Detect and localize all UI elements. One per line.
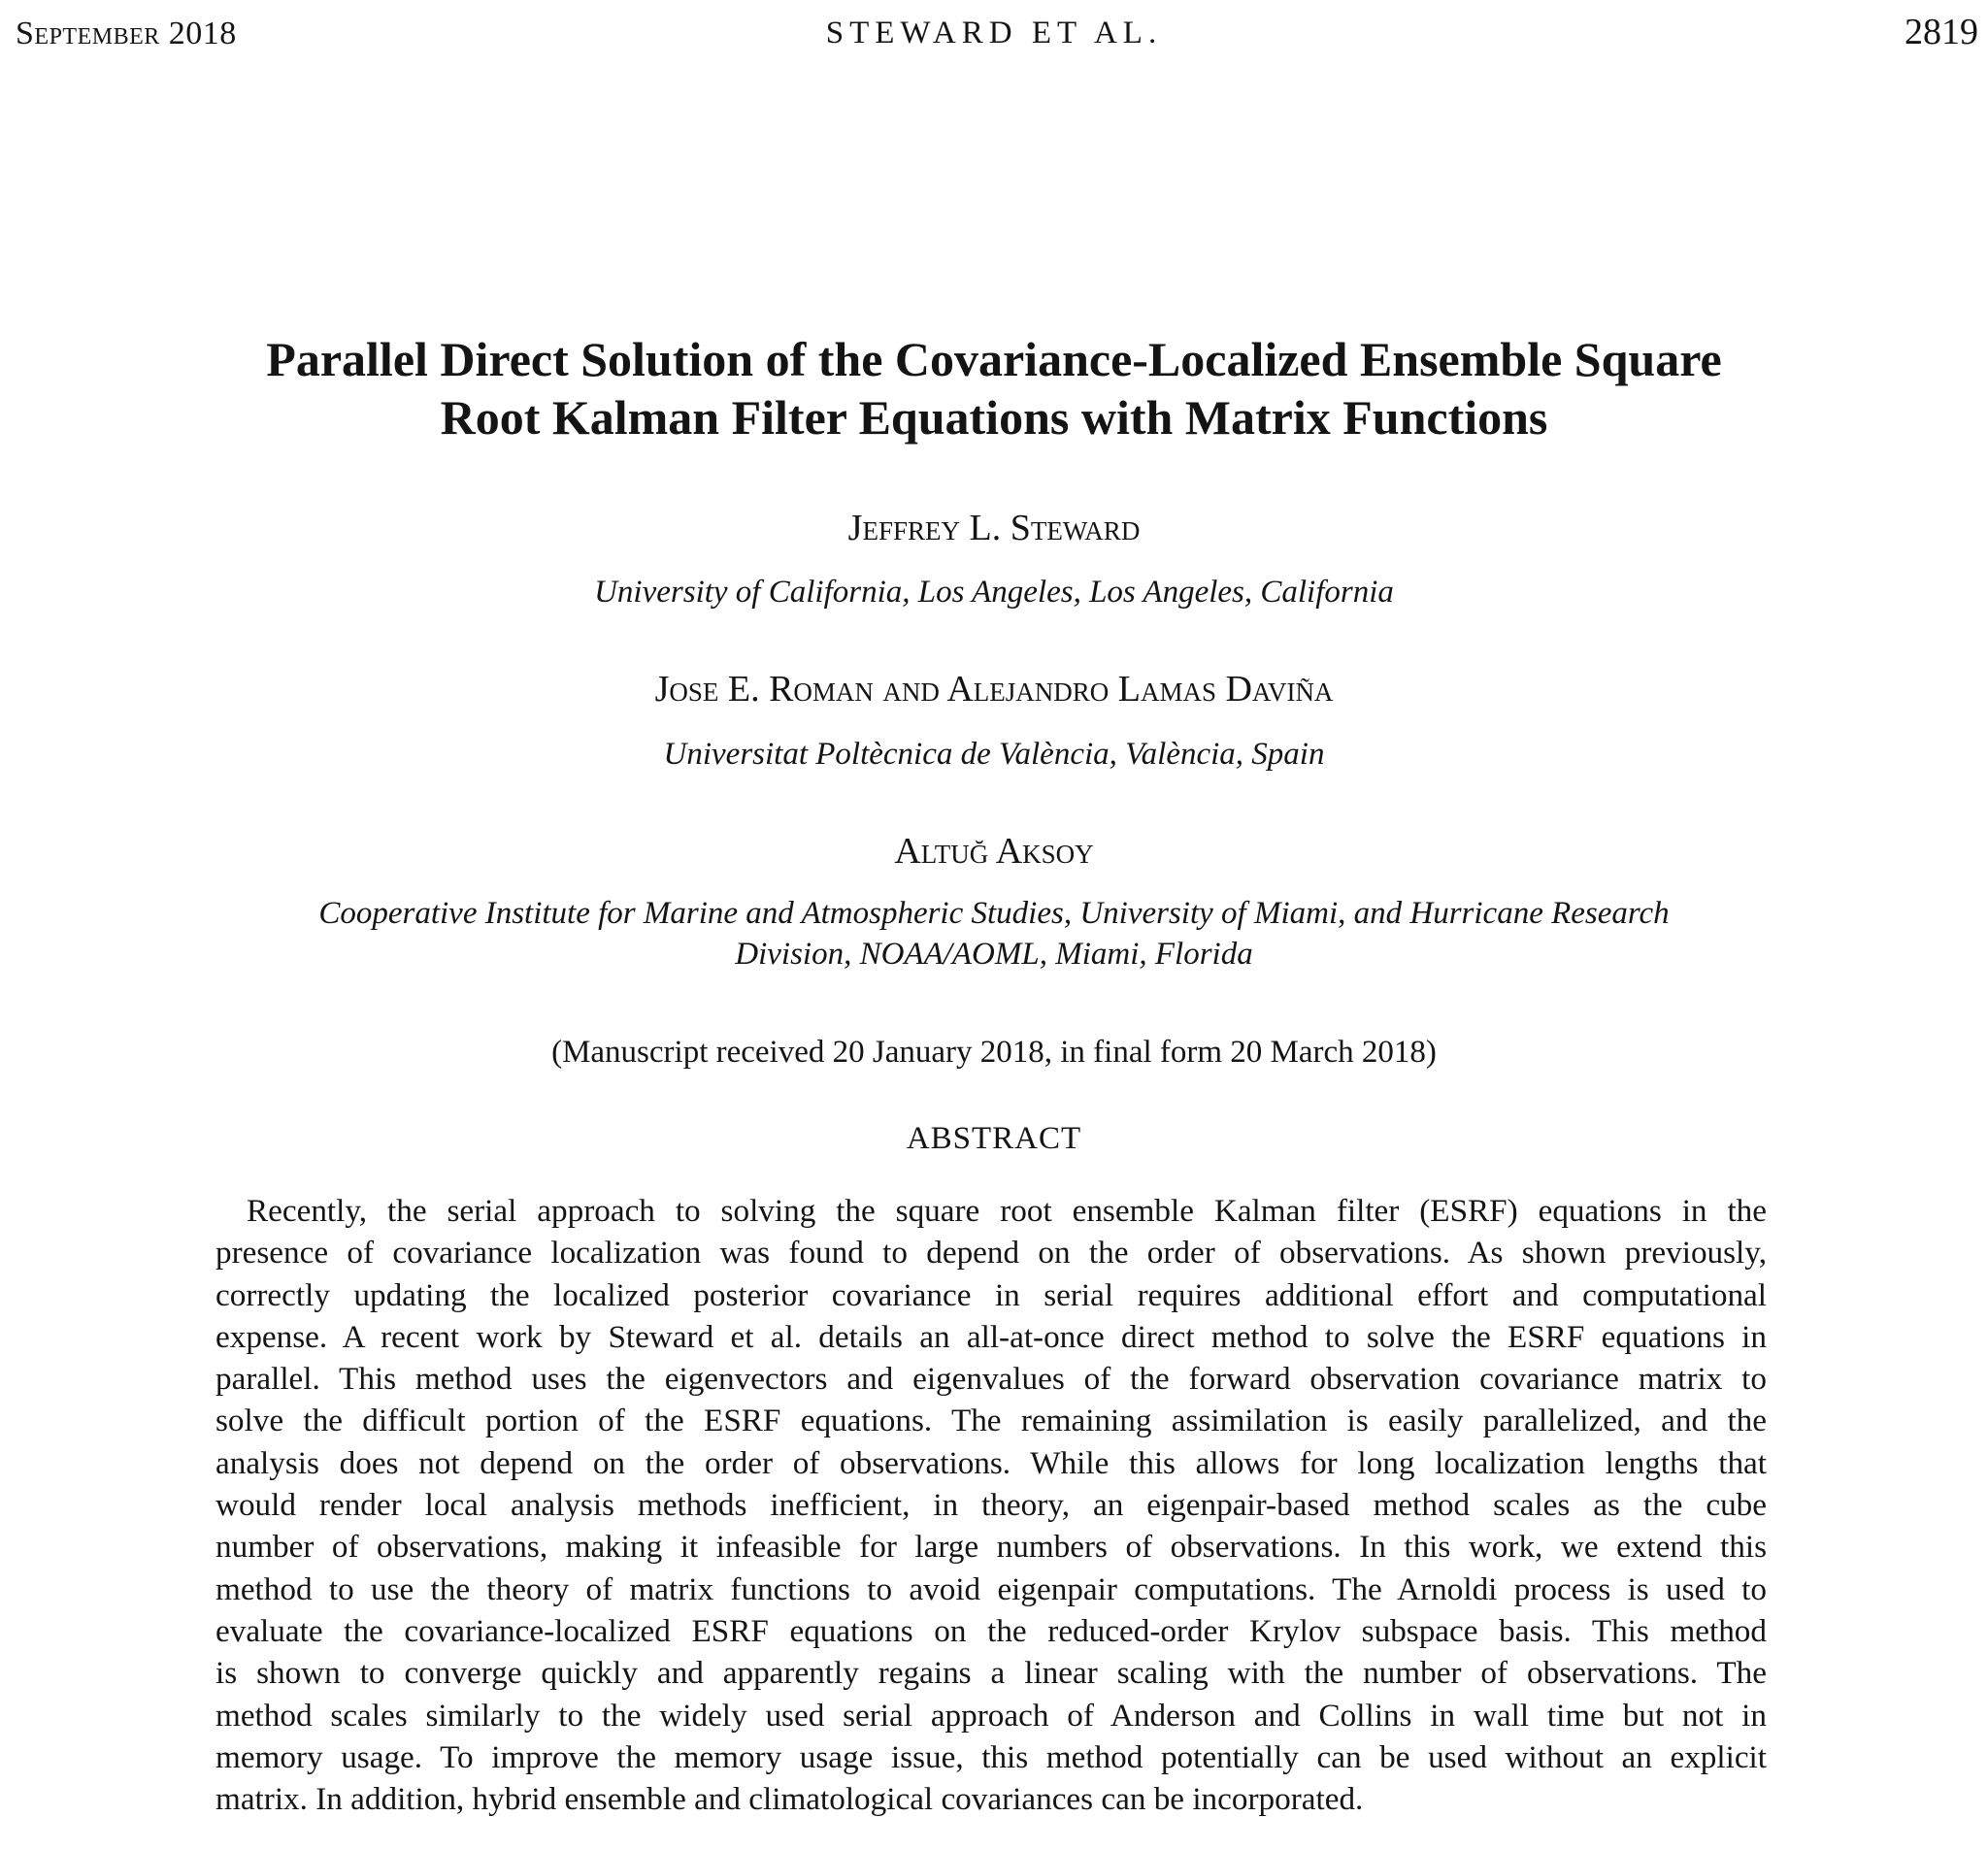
abstract-line: expense. A recent work by Steward et al. details an all-at-once direct method to solve the ESRF equations in (215, 1318, 1767, 1355)
abstract-line: memory usage. To improve the memory usage issue, this method potentially can be used without an explicit (215, 1738, 1767, 1775)
affiliation-line: University of California, Los Angeles, Los Angeles, California (594, 575, 1394, 610)
abstract-line: analysis does not depend on the order of observations. While this allows for long localization lengths that (215, 1444, 1767, 1481)
abstract-text (215, 1190, 1767, 1820)
abstract-line: Recently, the serial approach to solving the square root ensemble Kalman filter (ESRF) equations in the (247, 1193, 1767, 1229)
author-affiliation-3 (0, 893, 1988, 975)
abstract-line: parallel. This method uses the eigenvectors and eigenvalues of the forward observation covariance matrix to (215, 1361, 1767, 1398)
author-name-1: Jeffrey L. Steward (847, 508, 1141, 548)
author-affiliation-2 (0, 734, 1988, 775)
paper-title (0, 330, 1988, 446)
author-name-2: Jose E. Roman and Alejandro Lamas Daviña (654, 669, 1334, 710)
abstract-line: number of observations, making it infeasible for large numbers of observations. In this work, we extend this (215, 1529, 1767, 1566)
abstract-line: is shown to converge quickly and apparently regains a linear scaling with the number of observations. The (215, 1655, 1767, 1692)
abstract-line: evaluate the covariance-localized ESRF equations on the reduced-order Krylov subspace basis. This method (215, 1612, 1767, 1649)
paper-title-line-1: Parallel Direct Solution of the Covariance-Localized Ensemble Square (266, 332, 1722, 386)
abstract-line: method scales similarly to the widely used serial approach of Anderson and Collins in wall time but not in (215, 1697, 1767, 1734)
paper-title-line-2: Root Kalman Filter Equations with Matrix Functions (440, 390, 1548, 445)
abstract-heading: ABSTRACT (906, 1121, 1082, 1156)
manuscript-received-note: (Manuscript received 20 January 2018, in final form 20 March 2018) (551, 1035, 1437, 1070)
affiliation-line: Universitat Poltècnica de València, València, Spain (663, 737, 1325, 772)
abstract-line: would render local analysis methods inefficient, in theory, an eigenpair-based method scales as the cube (215, 1487, 1767, 1524)
affiliation-line: Cooperative Institute for Marine and Atmospheric Studies, University of Miami, and Hurricane Research (318, 896, 1670, 931)
author-affiliation-1 (0, 572, 1988, 612)
abstract-line: correctly updating the localized posterior covariance in serial requires additional effort and computational (215, 1276, 1767, 1313)
page-number: 2819 (1905, 12, 1978, 52)
author-name-3: Altuğ Aksoy (894, 831, 1094, 872)
running-header-authors: STEWARD ET AL. (825, 16, 1163, 50)
abstract-line: solve the difficult portion of the ESRF equations. The remaining assimilation is easily parallelized, and the (215, 1403, 1767, 1439)
abstract-line: matrix. In addition, hybrid ensemble and climatological covariances can be incorporated. (215, 1781, 1364, 1818)
abstract-line: method to use the theory of matrix functions to avoid eigenpair computations. The Arnoldi process is used to (215, 1570, 1767, 1607)
affiliation-line: Division, NOAA/AOML, Miami, Florida (735, 937, 1253, 972)
abstract-line: presence of covariance localization was found to depend on the order of observations. As shown previously, (215, 1235, 1767, 1272)
running-header-date: September 2018 (16, 16, 237, 51)
